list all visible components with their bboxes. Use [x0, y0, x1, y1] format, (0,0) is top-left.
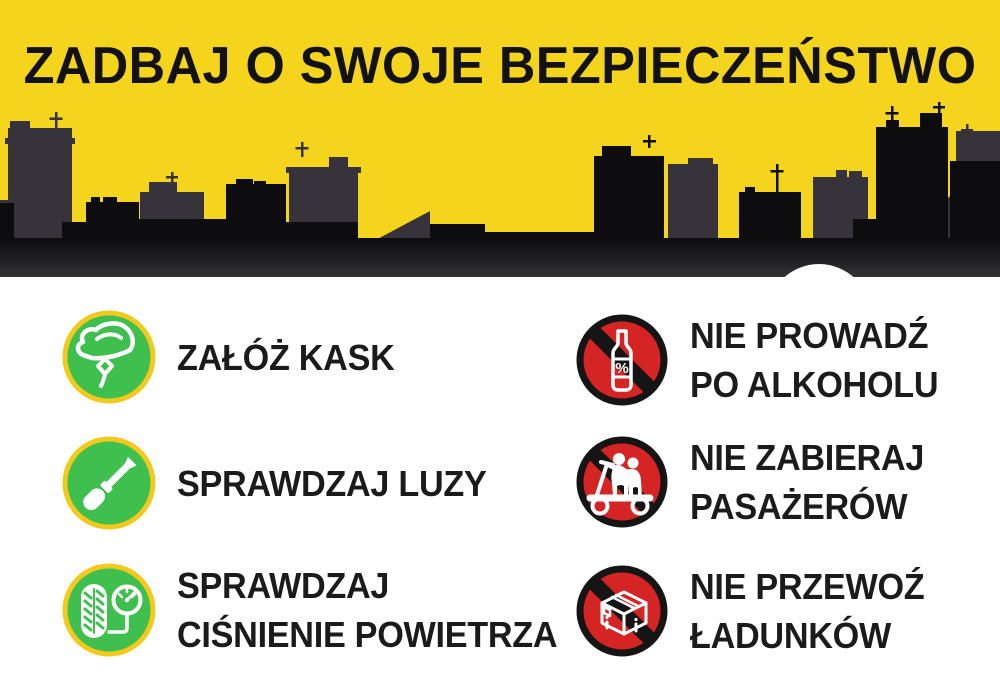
item-label: NIE PRZEWOŹ ŁADUNKÓW	[690, 566, 925, 656]
no-alcohol-bottle-icon	[574, 312, 670, 408]
no-scooter-passengers-icon	[574, 434, 670, 530]
list-item-wear-helmet	[61, 309, 406, 405]
list-item-check-looseness	[61, 435, 503, 531]
svg-text:%: %	[615, 360, 629, 377]
list-item-no-alcohol	[574, 312, 951, 408]
item-label: NIE ZABIERAJ PASAŻERÓW	[690, 437, 925, 527]
header-band	[0, 0, 1000, 277]
tire-pressure-icon	[61, 562, 157, 658]
poster-title: ZADBAJ O SWOJE BEZPIECZEŃSTWO	[23, 37, 977, 95]
item-label: SPRAWDZAJ LUZY	[177, 462, 487, 504]
item-label: SPRAWDZAJ CIŚNIENIE POWIETRZA	[177, 565, 558, 655]
item-label: ZAŁÓŻ KASK	[177, 336, 395, 378]
list-item-no-passengers	[574, 434, 936, 530]
list-item-no-cargo	[574, 563, 937, 659]
screwdriver-icon	[61, 435, 157, 531]
item-label: NIE PROWADŹ PO ALKOHOLU	[690, 315, 939, 405]
city-skyline-silhouette	[0, 100, 1000, 277]
bike-helmet-icon	[61, 309, 157, 405]
list-item-check-tire-pressure	[61, 562, 577, 658]
no-cargo-box-icon	[574, 563, 670, 659]
